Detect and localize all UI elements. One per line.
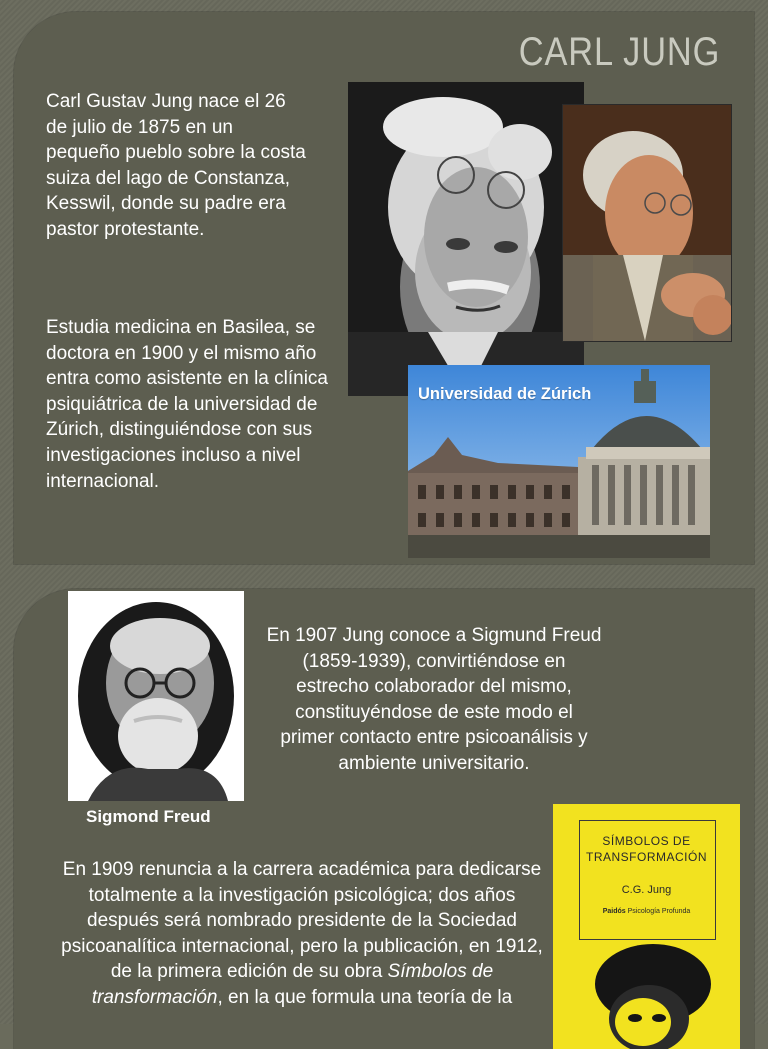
- book-author: C.G. Jung: [621, 884, 672, 896]
- jung-portrait-bw: [348, 82, 584, 396]
- career-text-start: En 1909 renuncia a la carrera académica para dedicarse totalmente a la investigación psicológica; dos años después será nombrado presidente de la Sociedad psicoanalítica internacional, pero la publicación, en 1912, de la primera edición de su obra: [61, 859, 543, 983]
- slide-2: [14, 589, 754, 1049]
- slide-title: CARL JUNG: [518, 30, 720, 74]
- freud-portrait: [68, 591, 244, 801]
- career-text-end: , en la que formula una teoría de la: [217, 986, 513, 1008]
- book-publisher: Paidós: [602, 908, 626, 915]
- book-series: Psicología Profunda: [627, 908, 691, 915]
- bio-paragraph-2: Estudia medicina en Basilea, se doctora en 1900 y el mismo año entra como asistente en la clínica psiquiátrica de la universidad de Zúrich, distinguiéndose con sus investigaciones incluso a nivel internacional.: [46, 317, 328, 492]
- jung-portrait-color: [562, 104, 732, 342]
- university-label: Universidad de Zúrich: [418, 385, 592, 403]
- book-cover: [553, 804, 740, 1049]
- book-portrait: [583, 944, 713, 1049]
- university-zurich-photo: [408, 365, 710, 558]
- bio-paragraph-1: Carl Gustav Jung nace el 26 de julio de 1875 en un pequeño pueblo sobre la costa suiza del lago de Constanza, Kesswil, donde su padre era pastor protestante.: [46, 91, 306, 240]
- freud-paragraph: En 1907 Jung conoce a Sigmund Freud (1859-1939), convirtiéndose en estrecho colaborador del mismo, constituyéndose de este modo el primer contacto entre psicoanálisis y ambiente universitario.: [266, 625, 602, 774]
- career-paragraph: [54, 857, 550, 1011]
- slide-1: [14, 12, 754, 564]
- book-title-line2: TRANSFORMACIÓN: [586, 850, 707, 864]
- freud-caption: Sigmond Freud: [86, 807, 211, 826]
- book-title-line1: SÍMBOLOS DE: [602, 834, 691, 848]
- work-title: Símbolos de transformación: [91, 961, 494, 1008]
